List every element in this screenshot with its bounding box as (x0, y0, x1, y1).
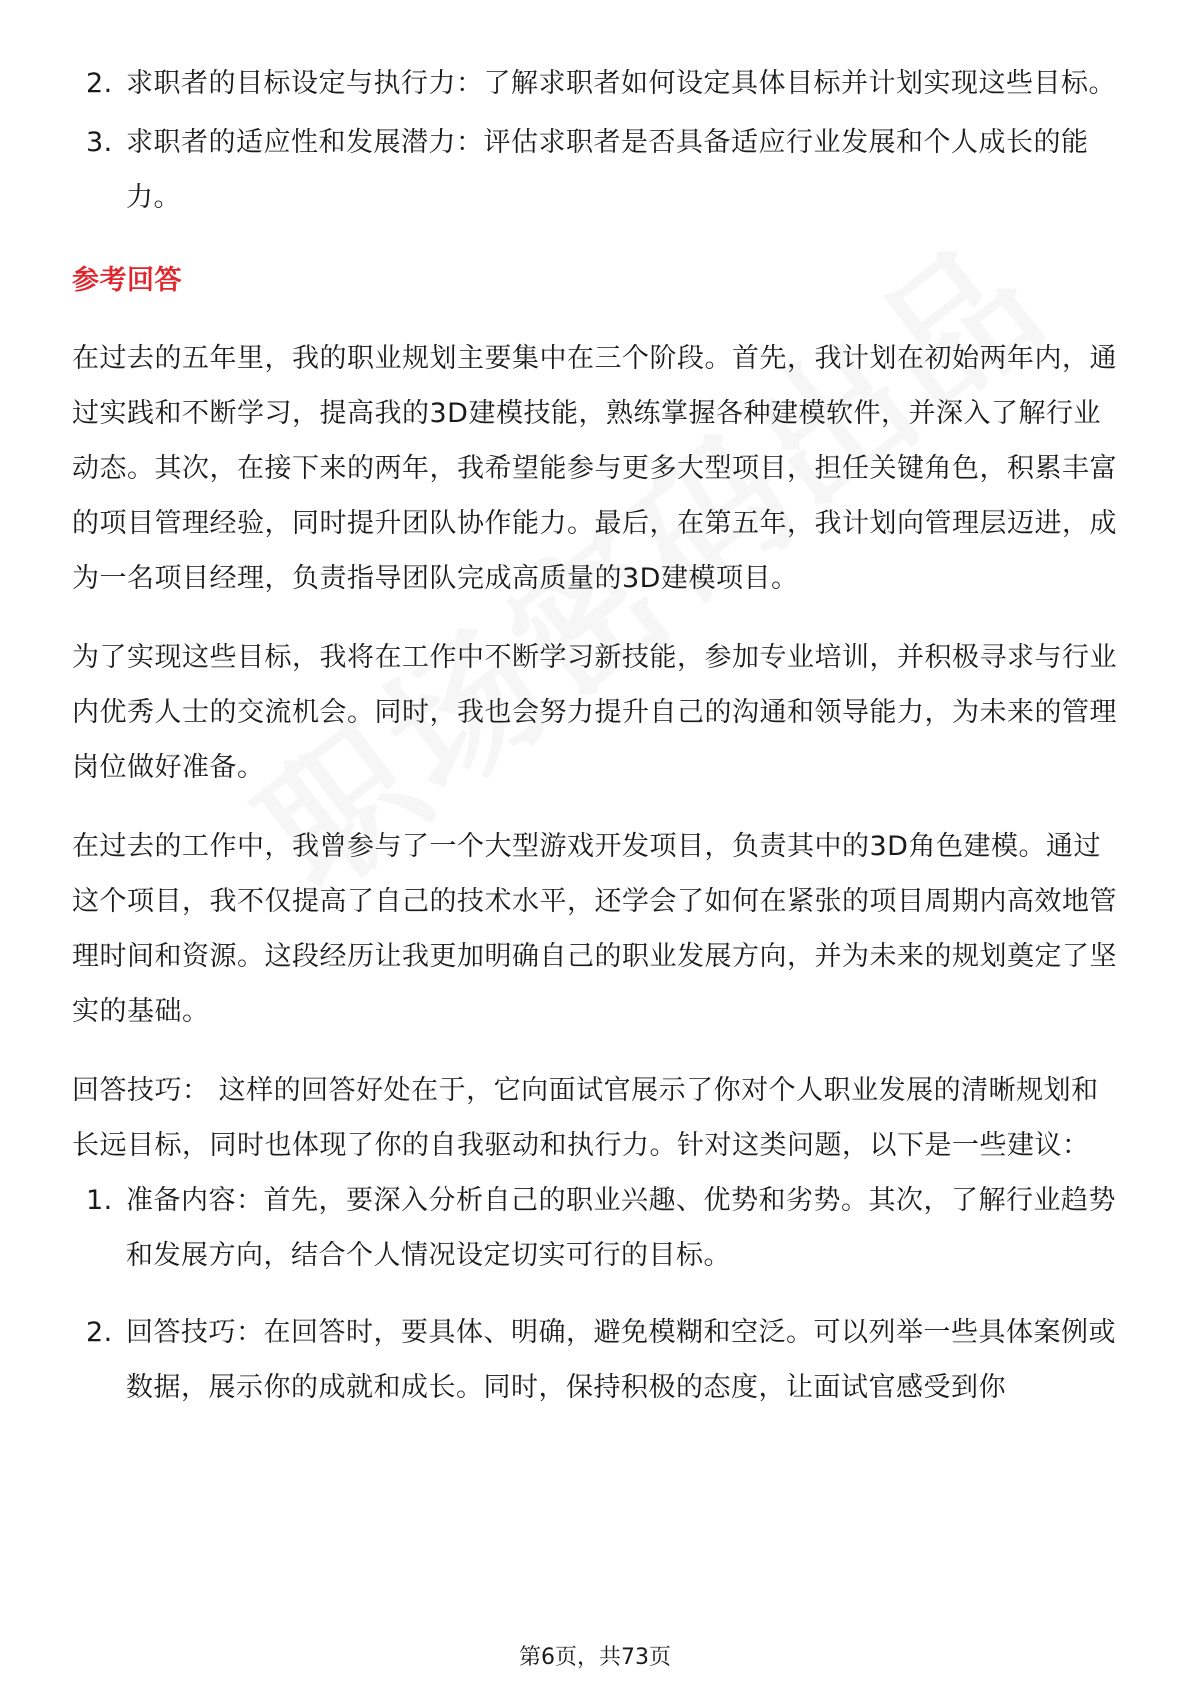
page-content (72, 56, 1122, 1415)
section-heading: 参考回答 (72, 265, 182, 296)
page-footer: 第6页，共73页 (519, 1645, 671, 1670)
list-number: 1. (86, 1185, 113, 1216)
paragraph: 为了实现这些目标，我将在工作中不断学习新技能，参加专业培训，并积极寻求与行业内优秀人士的交流机会。同时，我也会努力提升自己的沟通和领导能力，为未来的管理岗位做好准备。 (72, 642, 1117, 783)
tips-list (72, 1173, 1122, 1415)
list-item (72, 115, 1122, 225)
list-item (72, 1173, 1122, 1283)
paragraph: 在过去的五年里，我的职业规划主要集中在三个阶段。首先，我计划在初始两年内，通过实践和不断学习，提高我的3D建模技能，熟练掌握各种建模软件，并深入了解行业动态。其次，在接下来的两年，我希望能参与更多大型项目，担任关键角色，积累丰富的项目管理经验，同时提升团队协作能力。最后，在第五年，我计划向管理层迈进，成为一名项目经理，负责指导团队完成高质量的3D建模项目。 (72, 343, 1117, 594)
paragraph: 在过去的工作中，我曾参与了一个大型游戏开发项目，负责其中的3D角色建模。通过这个项目，我不仅提高了自己的技术水平，还学会了如何在紧张的项目周期内高效地管理时间和资源。这段经历让我更加明确自己的职业发展方向，并为未来的规划奠定了坚实的基础。 (72, 831, 1117, 1027)
list-number: 3. (86, 127, 113, 158)
list-number: 2. (86, 1317, 113, 1348)
paragraph: 回答技巧： 这样的回答好处在于，它向面试官展示了你对个人职业发展的清晰规划和长远目标，同时也体现了你的自我驱动和执行力。针对这类问题，以下是一些建议： (72, 1075, 1099, 1161)
list-number: 2. (86, 68, 113, 99)
list-item (72, 56, 1122, 111)
criteria-list (72, 56, 1122, 225)
list-item-text: 求职者的目标设定与执行力：了解求职者如何设定具体目标并计划实现这些目标。 (126, 68, 1116, 99)
list-item-text: 求职者的适应性和发展潜力：评估求职者是否具备适应行业发展和个人成长的能力。 (126, 127, 1089, 213)
list-item-text: 准备内容：首先，要深入分析自己的职业兴趣、优势和劣势。其次，了解行业趋势和发展方向，结合个人情况设定切实可行的目标。 (126, 1185, 1116, 1271)
list-item (72, 1305, 1122, 1415)
list-item-text: 回答技巧：在回答时，要具体、明确，避免模糊和空泛。可以列举一些具体案例或数据，展示你的成就和成长。同时，保持积极的态度，让面试官感受到你 (126, 1317, 1116, 1403)
